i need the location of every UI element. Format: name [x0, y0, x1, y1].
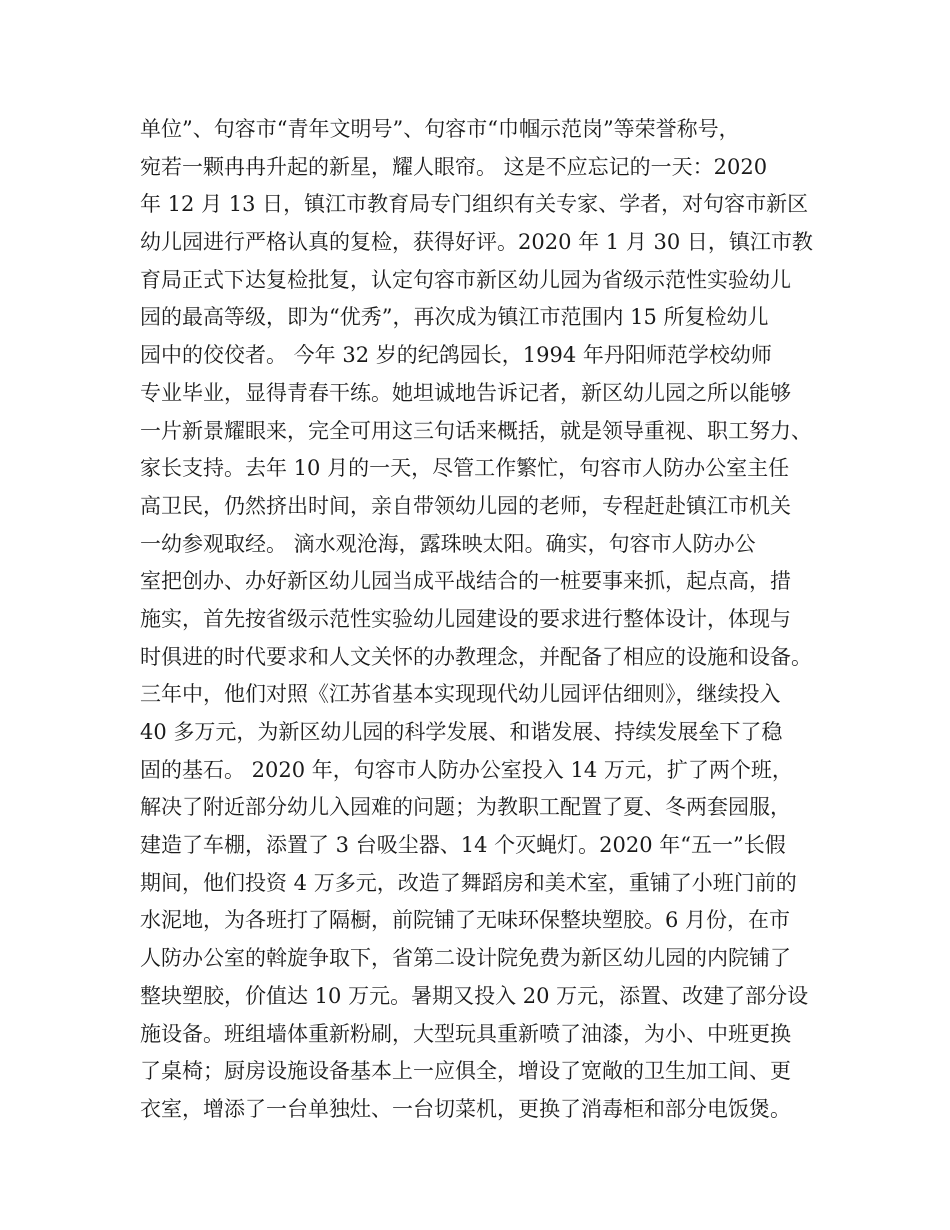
- text-line: 高卫民，仍然挤出时间，亲自带领幼儿园的老师，专程赶赴镇江市机关: [140, 493, 791, 518]
- text-line: 时俱进的时代要求和人文关怀的办教理念，并配备了相应的设施和设备。: [140, 644, 812, 669]
- text-line: 解决了附近部分幼儿入园难的问题；为教职工配置了夏、冬两套园服，: [140, 795, 791, 820]
- text-line: 一幼参观取经。 滴水观沧海，露珠映太阳。确实，句容市人防办公: [140, 531, 756, 556]
- text-line: 园中的佼佼者。 今年 32 岁的纪鸽园长，1994 年丹阳师范学校幼师: [140, 343, 772, 368]
- text-line: 40 多万元，为新区幼儿园的科学发展、和谐发展、持续发展垒下了稳: [140, 720, 783, 744]
- text-line: 室把创办、办好新区幼儿园当成平战结合的一桩要事来抓，起点高，措: [140, 569, 791, 594]
- text-line: 幼儿园进行严格认真的复检，获得好评。2020 年 1 月 30 日，镇江市教: [140, 230, 813, 255]
- text-line: 水泥地，为各班打了隔橱，前院铺了无味环保整块塑胶。6 月份，在市: [140, 908, 791, 933]
- text-line: 育局正式下达复检批复，认定句容市新区幼儿园为省级示范性实验幼儿: [140, 267, 791, 292]
- text-line: 施实，首先按省级示范性实验幼儿园建设的要求进行整体设计，体现与: [140, 606, 791, 631]
- text-line: 专业毕业，显得青春干练。她坦诚地告诉记者，新区幼儿园之所以能够: [140, 380, 791, 405]
- text-line: 期间，他们投资 4 万多元，改造了舞蹈房和美术室，重铺了小班门前的: [140, 870, 797, 895]
- article-body: [140, 111, 830, 1129]
- text-line: 三年中，他们对照《江苏省基本实现现代幼儿园评估细则》，继续投入: [140, 682, 781, 707]
- text-line: 建造了车棚，添置了 3 台吸尘器、14 个灭蝇灯。2020 年“五一”长假: [140, 833, 786, 858]
- text-line: 施设备。班组墙体重新粉刷，大型玩具重新喷了油漆，为小、中班更换: [140, 1021, 791, 1046]
- text-line: 固的基石。 2020 年，句容市人防办公室投入 14 万元，扩了两个班，: [140, 757, 793, 782]
- text-line: 家长支持。去年 10 月的一天，尽管工作繁忙，句容市人防办公室主任: [140, 456, 790, 481]
- text-line: 年 12 月 13 日，镇江市教育局专门组织有关专家、学者，对句容市新区: [140, 192, 809, 217]
- text-line: 宛若一颗冉冉升起的新星，耀人眼帘。 这是不应忘记的一天：2020: [140, 154, 768, 179]
- text-line: 园的最高等级，即为“优秀”，再次成为镇江市范围内 15 所复检幼儿: [140, 305, 769, 330]
- text-line: 单位”、句容市“青年文明号”、句容市“巾帼示范岗”等荣誉称号，: [140, 117, 740, 141]
- text-line: 了桌椅；厨房设施设备基本上一应俱全，增设了宽敞的卫生加工间、更: [140, 1059, 791, 1084]
- text-line: 一片新景耀眼来，完全可用这三句话来概括，就是领导重视、职工努力、: [140, 418, 812, 443]
- text-line: 整块塑胶，价值达 10 万元。暑期又投入 20 万元，添置、改建了部分设: [140, 983, 809, 1008]
- text-line: 人防办公室的斡旋争取下，省第二设计院免费为新区幼儿园的内院铺了: [140, 946, 791, 971]
- text-line: 衣室，增添了一台单独灶、一台切菜机，更换了消毒柜和部分电饭煲。: [140, 1096, 791, 1121]
